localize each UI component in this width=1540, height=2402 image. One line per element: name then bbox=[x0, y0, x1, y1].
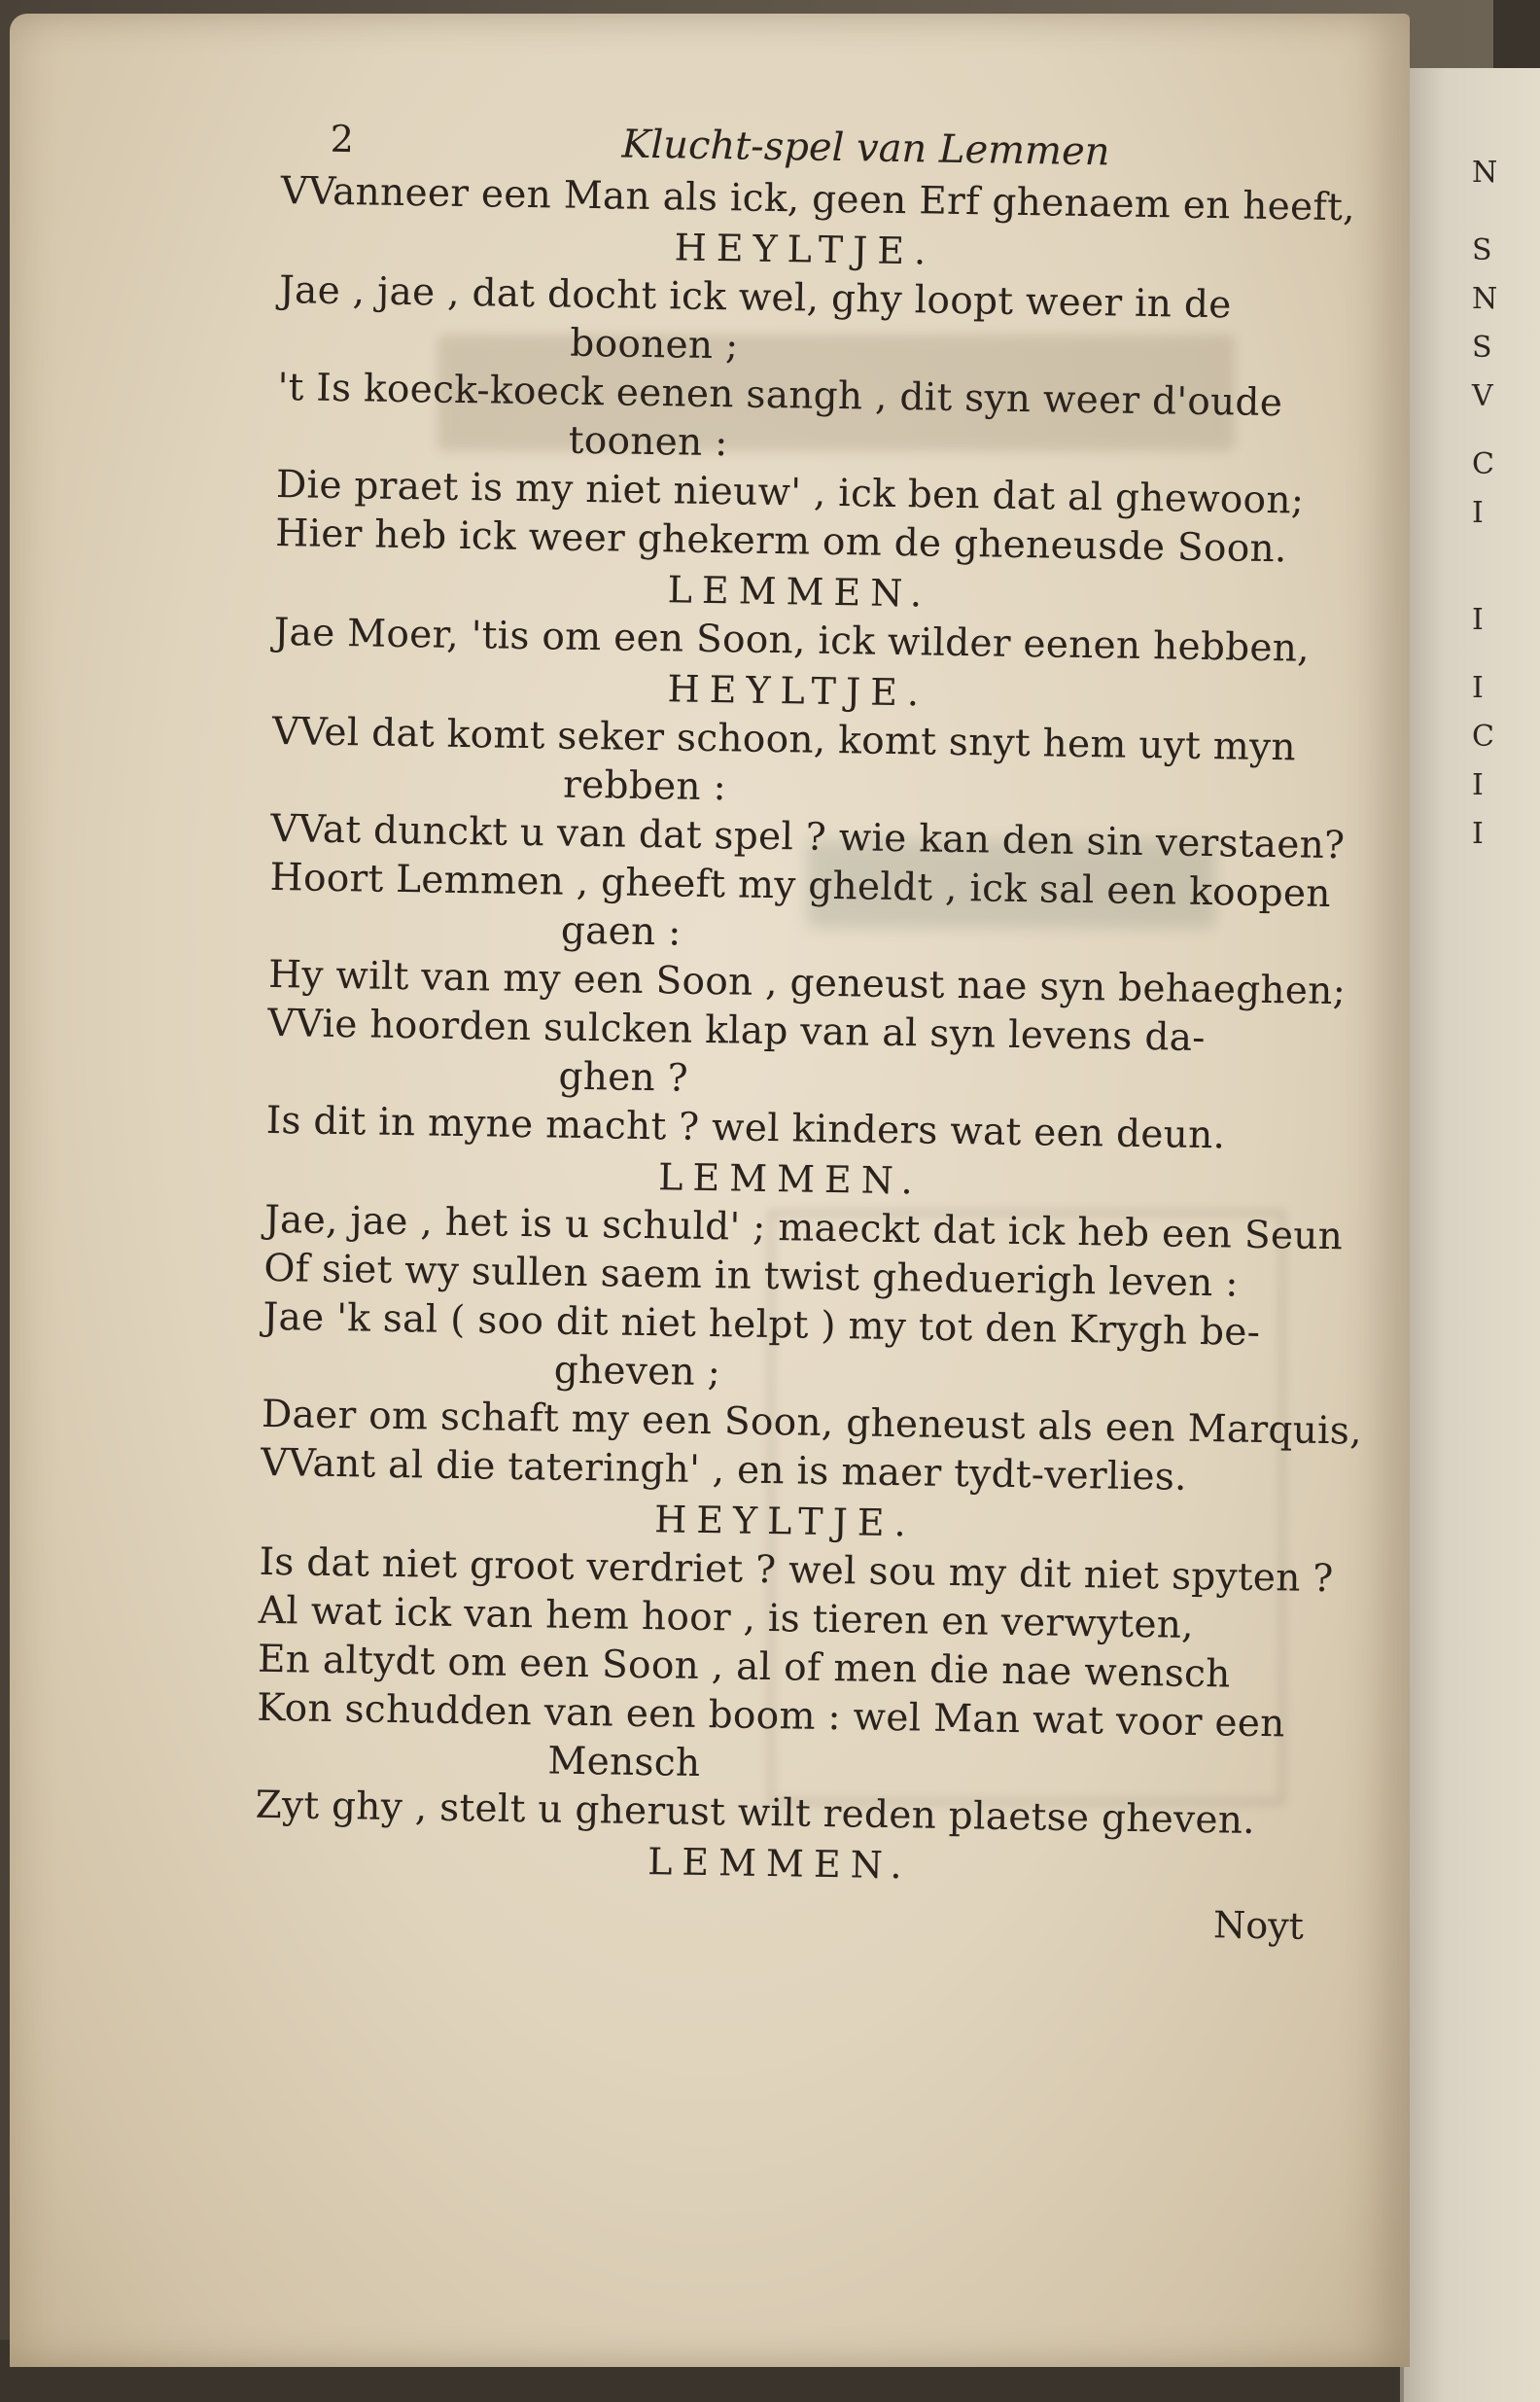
verse-line: Jae , jae , dat docht ick wel, ghy loopt weer in de bbox=[278, 267, 1232, 328]
facing-page-letter: I bbox=[1472, 817, 1484, 851]
facing-page bbox=[1400, 68, 1540, 2402]
speaker-name: LEMMEN. bbox=[667, 568, 932, 616]
facing-page-letter: C bbox=[1472, 720, 1494, 754]
verse-line: Hier heb ick weer ghekerm om de gheneusde Soon. bbox=[274, 511, 1288, 572]
verse-line: VVant al die tateringh' , en is maer tydt-verlies. bbox=[260, 1440, 1188, 1500]
facing-page-letter: I bbox=[1472, 768, 1484, 802]
verse-continuation: ghen ? bbox=[558, 1054, 689, 1101]
verse-line: Die praet is my niet nieuw' , ick ben dat al ghewoon; bbox=[275, 462, 1305, 523]
facing-page-letter: S bbox=[1472, 233, 1492, 267]
verse-line: Is dit in myne macht ? wel kinders wat een deun. bbox=[265, 1098, 1226, 1158]
verse-continuation: Mensch bbox=[547, 1739, 701, 1785]
verse-line: Zyt ghy , stelt u gherust wilt reden plaetse gheven. bbox=[255, 1783, 1256, 1843]
facing-page-letter: I bbox=[1472, 671, 1484, 705]
verse-line: Kon schudden van een boom : wel Man wat voor een bbox=[256, 1685, 1285, 1747]
facing-page-letter: C bbox=[1472, 447, 1494, 481]
verse-line: Al wat ick van hem hoor , is tieren en verwyten, bbox=[258, 1588, 1195, 1647]
speaker-name: LEMMEN. bbox=[647, 1840, 912, 1888]
verse-line: Jae 'k sal ( soo dit niet helpt ) my tot den Krygh be- bbox=[262, 1294, 1261, 1355]
facing-page-letter: N bbox=[1472, 156, 1498, 190]
verse-continuation: boonen ; bbox=[570, 321, 739, 369]
verse-line: VVanneer een Man als ick, geen Erf ghenaem en heeft, bbox=[280, 168, 1356, 230]
facing-page-letter: V bbox=[1472, 379, 1493, 413]
verse-line: Jae, jae , het is u schuld' ; maeckt dat ick heb een Seun bbox=[263, 1197, 1344, 1259]
verse-line: 't Is koeck-koeck eenen sangh , dit syn weer d'oude bbox=[277, 365, 1283, 426]
facing-page-letter: S bbox=[1472, 331, 1492, 365]
verse-line: Jae Moer, 'tis om een Soon, ick wilder eenen hebben, bbox=[273, 610, 1311, 671]
verse-line: En altydt om een Soon , al of men die nae wensch bbox=[257, 1637, 1232, 1697]
facing-page-letter: I bbox=[1472, 603, 1484, 637]
facing-page-letter: N bbox=[1472, 282, 1498, 316]
verse-line: Of siet wy sullen saem in twist gheduerigh leven : bbox=[263, 1246, 1240, 1306]
verse-continuation: toonen : bbox=[568, 418, 729, 466]
verse-line: VVie hoorden sulcken klap van al syn levens da- bbox=[266, 1001, 1207, 1061]
speaker-name: LEMMEN. bbox=[657, 1155, 923, 1203]
verse-line: Hy wilt van my een Soon , geneust nae syn behaeghen; bbox=[267, 952, 1347, 1014]
facing-page-letter: I bbox=[1472, 496, 1484, 530]
verse-line: VVel dat komt seker schoon, komt snyt hem uyt myn bbox=[271, 709, 1297, 770]
speaker-name: HEYLTJE. bbox=[653, 1498, 916, 1545]
verse-continuation: gheven ; bbox=[553, 1348, 721, 1395]
catchword: Noyt bbox=[1212, 1903, 1305, 1948]
verse-line: Is dat niet groot verdriet ? wel sou my dit niet spyten ? bbox=[259, 1539, 1334, 1602]
verse-line: VVat dunckt u van dat spel ? wie kan den sin verstaen? bbox=[270, 806, 1346, 868]
running-title: Klucht-spel van Lemmen bbox=[621, 122, 1110, 175]
page-number: 2 bbox=[330, 117, 355, 161]
verse-line: Daer om schaft my een Soon, gheneust als een Marquis, bbox=[261, 1392, 1363, 1454]
speaker-name: HEYLTJE. bbox=[667, 667, 929, 715]
verse-continuation: gaen : bbox=[560, 908, 682, 955]
verse-continuation: rebben : bbox=[562, 762, 727, 810]
page-text bbox=[254, 117, 1371, 1956]
speaker-name: HEYLTJE. bbox=[674, 226, 936, 273]
verse-line: Hoort Lemmen , gheeft my gheldt , ick sal een koopen bbox=[269, 855, 1332, 917]
